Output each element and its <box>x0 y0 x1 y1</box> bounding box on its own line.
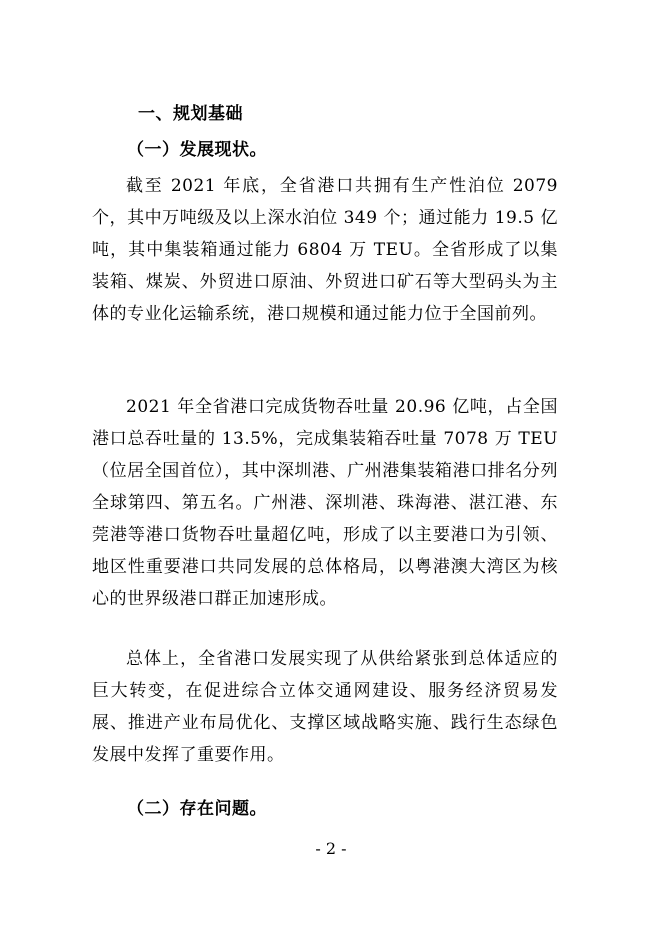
subsection-heading-development-status: （一）发展现状。 <box>127 140 267 160</box>
paragraph-port-throughput: 2021 年全省港口完成货物吞吐量 20.96 亿吨，占全国港口总吞吐量的 13.5%，完成集装箱吞吐量 7078 万 TEU（位居全国首位），其中深圳港、广州港集装箱港口排名分列全球第四、第五名。广州港、深圳港、珠海港、湛江港、东莞港等港口货物吞吐量超亿吨，形成了以主要港口为引领、地区性重要港口共同发展的总体格局，以粤港澳大湾区为核心的世界级港口群正加速形成。 <box>92 397 558 609</box>
paragraph-overall-summary: 总体上，全省港口发展实现了从供给紧张到总体适应的巨大转变，在促进综合立体交通网建设、服务经济贸易发展、推进产业布局优化、支撑区域战略实施、践行生态绿色发展中发挥了重要作用。 <box>92 649 558 765</box>
section-heading: 一、规划基础 <box>138 104 243 124</box>
page-number: - 2 - <box>315 839 347 858</box>
subsection-heading-existing-problems: （二）存在问题。 <box>127 799 267 819</box>
paragraph-port-capacity: 截至 2021 年底，全省港口共拥有生产性泊位 2079 个，其中万吨级及以上深水泊位 349 个；通过能力 19.5 亿吨，其中集装箱通过能力 6804 万 TEU。全省形成了以集装箱、煤炭、外贸进口原油、外贸进口矿石等大型码头为主体的专业化运输系统，港口规模和通过能力位于全国前列。 <box>92 176 558 324</box>
